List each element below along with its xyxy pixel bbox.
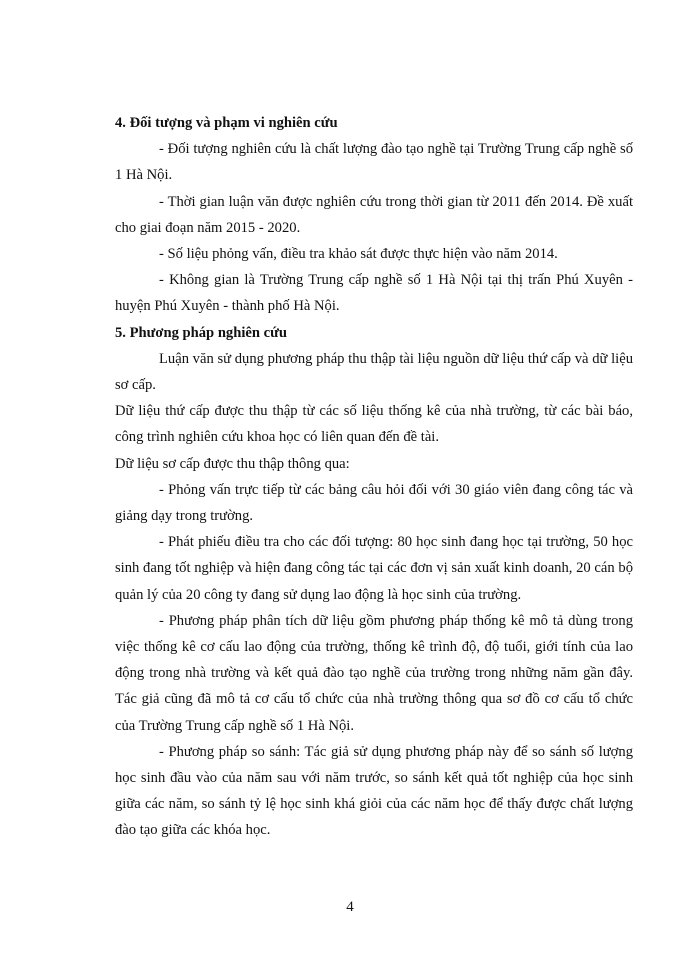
section-5-primary-data-intro: Dữ liệu sơ cấp được thu thập thông qua: <box>115 455 350 472</box>
section-4-paragraph-4: - Không gian là Trường Trung cấp nghề số 1 Hà Nội tại thị trấn Phú Xuyên - huyện Phú Xuyên - thành phố Hà Nội. <box>115 272 633 315</box>
section-4-paragraph-2: - Thời gian luận văn được nghiên cứu trong thời gian từ 2011 đến 2014. Đề xuất cho giai đoạn năm 2015 - 2020. <box>115 193 633 236</box>
section-5-item-2: - Phát phiếu điều tra cho các đối tượng: 80 học sinh đang học tại trường, 50 học sinh đang tốt nghiệp và hiện đang công tác tại các đơn vị sản xuất kinh doanh, 20 cán bộ quản lý của 20 công ty đang sử dụng lao động là học sinh của trường. <box>115 534 633 603</box>
section-5-intro: Luận văn sử dụng phương pháp thu thập tài liệu nguồn dữ liệu thứ cấp và dữ liệu sơ cấp. <box>115 350 633 394</box>
section-5-heading: 5. Phương pháp nghiên cứu <box>115 324 287 341</box>
document-page <box>115 110 633 844</box>
section-5-item-4: - Phương pháp so sánh: Tác giả sử dụng phương pháp này để so sánh số lượng học sinh đầu vào của năm sau với năm trước, so sánh kết quả tốt nghiệp của học sinh giữa các năm, so sánh tỷ lệ học sinh khá giỏi của các năm học để thấy được chất lượng đào tạo giữa các khóa học. <box>115 743 633 839</box>
section-5-secondary-data: Dữ liệu thứ cấp được thu thập từ các số liệu thống kê của nhà trường, từ các bài báo, công trình nghiên cứu khoa học có liên quan đến đề tài. <box>115 403 633 446</box>
section-4-paragraph-1: - Đối tượng nghiên cứu là chất lượng đào tạo nghề tại Trường Trung cấp nghề số 1 Hà Nội. <box>115 141 633 184</box>
page-number: 4 <box>346 899 354 915</box>
section-4-paragraph-3: - Số liệu phỏng vấn, điều tra khảo sát được thực hiện vào năm 2014. <box>159 246 558 263</box>
section-5-item-1: - Phỏng vấn trực tiếp từ các bảng câu hỏi đối với 30 giáo viên đang công tác và giảng dạy trong trường. <box>115 481 633 525</box>
section-4-heading: 4. Đối tượng và phạm vi nghiên cứu <box>115 115 338 131</box>
section-5-item-3: - Phương pháp phân tích dữ liệu gồm phương pháp thống kê mô tả dùng trong việc thống kê cơ cấu lao động của trường, thống kê trình độ, độ tuổi, giới tính của lao động trong nhà trường và kết quả đào tạo nghề của trường trong những năm gần đây. Tác giả cũng đã mô tả cơ cấu tổ chức của nhà trường thông qua sơ đồ cơ cấu tổ chức của Trường Trung cấp nghề số 1 Hà Nội. <box>115 612 633 734</box>
